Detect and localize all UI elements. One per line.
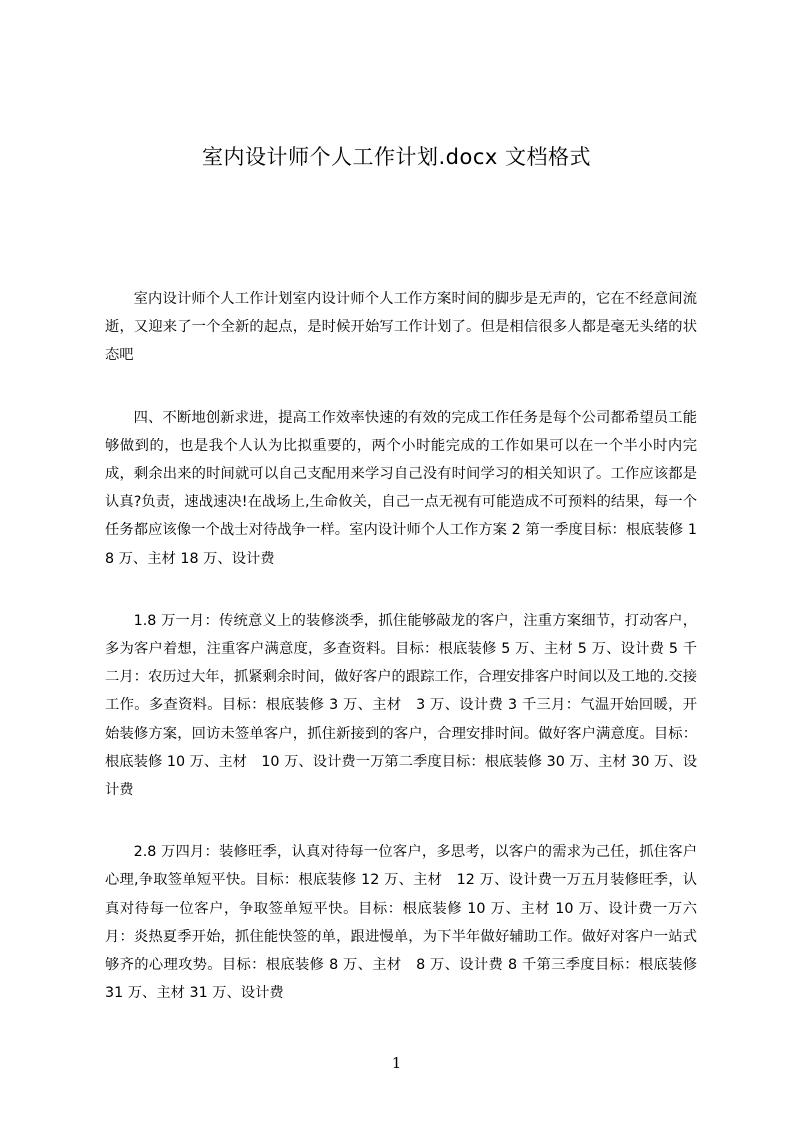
paragraph-first-quarter: 1.8 万一月：传统意义上的装修淡季，抓住能够敲龙的客户，注重方案细节，打动客户，多为客户着想，注重客户满意度，多查资料。目标：根底装修 5 万、主材 5 万、设计费 5 千二月：农历过大年，抓紧剩余时间，做好客户的跟踪工作，合理安排客户时间以及工地的.交接工作。多查资料。目标：根底装修 3 万、主材 3 万、设计费 3 千三月：气温开始回暖，开始装修方案，回访未签单客户，抓住新接到的客户，合理安排时间。做好客户满意度。目标：根底装修 10 万、主材 10 万、设计费一万第二季度目标：根底装修 30 万、主材 30 万、设计费 <box>105 612 697 799</box>
paragraph-second-quarter: 2.8 万四月：装修旺季，认真对待每一位客户，多思考，以客户的需求为己任，抓住客户心理,争取签单短平快。目标：根底装修 12 万、主材 12 万、设计费一万五月装修旺季，认真对待每一位客户，争取签单短平快。目标：根底装修 10 万、主材 10 万、设计费一万六月：炎热夏季开始，抓住能快签的单，跟进慢单，为下半年做好辅助工作。做好对客户一站式够齐的心理攻势。目标：根底装修 8 万、主材 8 万、设计费 8 千第三季度目标：根底装修 31 万、主材 31 万、设计费 <box>105 844 697 1002</box>
paragraph-section-four: 四、不断地创新求进，提高工作效率快速的有效的完成工作任务是每个公司都希望员工能够做到的，也是我个人认为比拟重要的，两个小时能完成的工作如果可以在一个半小时内完成，剩余出来的时间就可以自己支配用来学习自己没有时间学习的相关知识了。工作应该都是认真?负责，速战速决!在战场上,生命攸关，自己一点无视有可能造成不可预料的结果，每一个任务都应该像一个战士对待战争一样。室内设计师个人工作方案 2 第一季度目标：根底装修 18 万、主材 18 万、设计费 <box>105 409 697 567</box>
document-body <box>105 285 697 1041</box>
paragraph-intro: 室内设计师个人工作计划室内设计师个人工作方案时间的脚步是无声的，它在不经意间流逝，又迎来了一个全新的起点，是时候开始写工作计划了。但是相信很多人都是毫无头绪的状态吧 <box>105 291 697 364</box>
page-number: 1 <box>391 1054 402 1072</box>
document-title: 室内设计师个人工作计划.docx 文档格式 <box>201 145 591 169</box>
